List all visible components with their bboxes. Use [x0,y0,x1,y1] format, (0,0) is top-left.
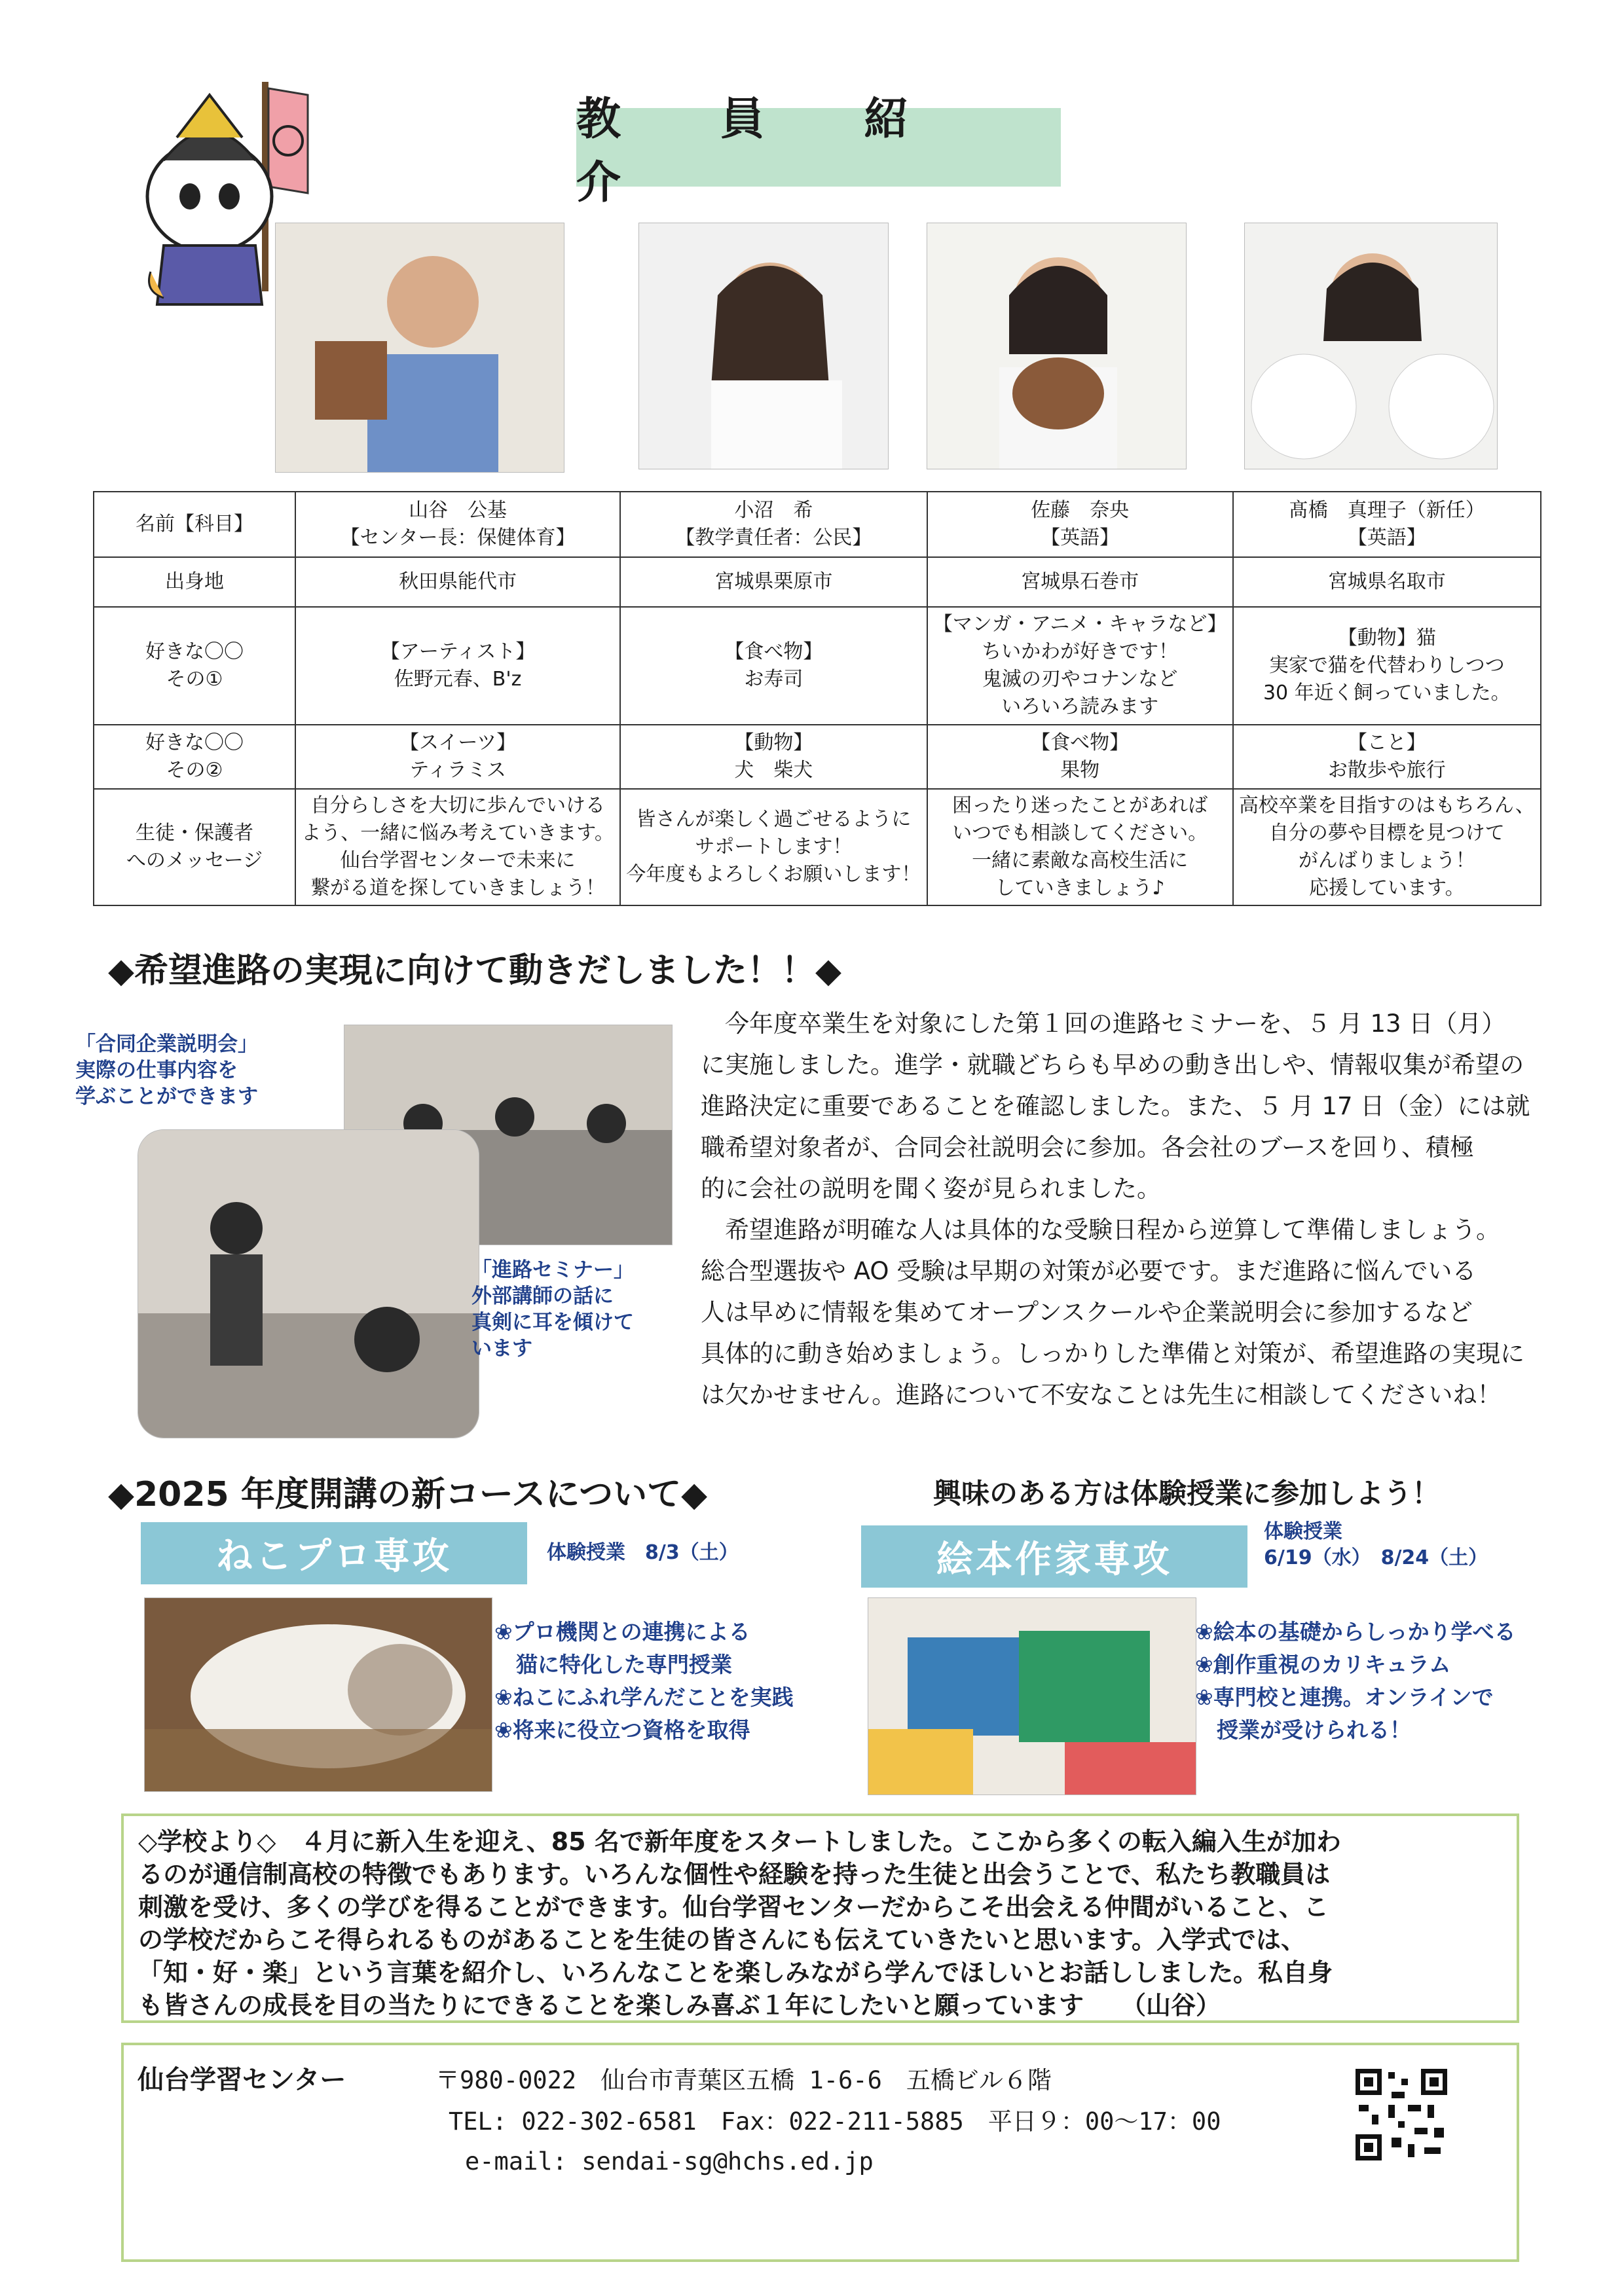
courses-subheading: 興味のある方は体験授業に参加しよう！ [933,1478,1440,1510]
table-cell: 高校卒業を目指すのはもちろん、 自分の夢や目標を見つけて がんばりましょう！ 応援しています。 [1233,789,1541,905]
career-paragraph: 今年度卒業生を対象にした第１回の進路セミナーを、５ 月 13 日（月） に実施しました。進学・就職どちらも早めの動き出しや、情報収集が希望の 進路決定に重要であることを確認しました。また、５ 月 17 日（金）には就 職希望対象者が、合同会社説明会に参加。各会社のブースを回り、積極 的に会社の説明を聞く姿が見られました。 希望進路が明確な人は具体的な受験日程から逆算して準備しましょう。 総合型選抜や AO 受験は早期の対策が必要です。まだ進路に悩んでいる 人は早めに情報を集めてオープンスクールや企業説明会に参加するなど 具体的に動き始めましょう。しっかりした準備と対策が、希望進路の実現に は欠かせません。進路について不安なことは先生に相談してくださいね！ [701,1010,1530,1409]
row-header: 出身地 [94,557,295,607]
school-message-box: ◇学校より◇ ４月に新入生を迎え、85 名で新年度をスタートしました。ここから多くの転入編入生が加わ るのが通信制高校の特徴でもあります。いろんな個性や経験を持った生徒と出会うことで、私たち教職員は 刺激を受け、多くの学びを得ることができます。仙台学習センターだからこそ出会える仲間がいること、こ の学校だからこそ得られるものがあることを生徒の皆さんにも伝えていきたいと思います。入学式では、 「知・好・楽」という言葉を紹介し、いろんなことを楽しみながら学んでほしいとお話ししました。私自身 も皆さんの成長を目の当たりにできることを楽しみ喜ぶ１年にしたいと願っています （山谷） [121,1813,1519,2023]
table-cell: 【こと】 お散歩や旅行 [1233,725,1541,789]
table-cell: 宮城県栗原市 [620,557,927,607]
table-cell: 皆さんが楽しく過ごせるように サポートします！ 今年度もよろしくお願いします！ [620,789,927,905]
row-header: 名前【科目】 [94,492,295,557]
table-row [94,492,1541,557]
picture-book-photo [868,1597,1196,1795]
row-header: 好きな〇〇 その② [94,725,295,789]
career-heading: ◆希望進路の実現に向けて動きだしました！！◆ [108,951,841,991]
table-cell: 山谷 公基 【センター長：保健体育】 [295,492,620,557]
table-row [94,557,1541,607]
table-cell: 佐藤 奈央 【英語】 [927,492,1233,557]
table-row [94,607,1541,725]
table-row [94,725,1541,789]
phone-fax-hours: TEL: 022-302-6581 Fax：022-211-5885 平日９：00～17：00 [449,2107,1221,2136]
row-header: 好きな〇〇 その① [94,607,295,725]
neko-trial-date: 体験授業 8/3（土） [547,1541,739,1564]
ehon-bullets: ❀絵本の基礎からしっかり学べる ❀創作重視のカリキュラム ❀専門校と連携。オンラインで 授業が受けられる！ [1195,1619,1516,1743]
page-title: 教 員 紹 介 [576,108,1061,187]
ehon-course-title: 絵本作家専攻 [861,1525,1247,1588]
seminar-photo [138,1129,479,1438]
seminar-caption: 「進路セミナー」 外部講師の話に 真剣に耳を傾けて います [471,1258,634,1360]
center-name: 仙台学習センター [138,2065,346,2095]
table-cell: 宮城県名取市 [1233,557,1541,607]
qr-code-icon[interactable] [1352,2066,1450,2164]
table-cell: 髙橋 真理子（新任） 【英語】 [1233,492,1541,557]
table-cell: 小沼 希 【教学責任者：公民】 [620,492,927,557]
ehon-trial-info: 体験授業 6/19（水） 8/24（土） [1264,1520,1488,1569]
job-fair-caption: 「合同企業説明会」 実際の仕事内容を 学ぶことができます [75,1032,258,1108]
email-link[interactable]: e-mail: sendai-sg@hchs.ed.jp [465,2147,874,2176]
table-cell: 【動物】 犬 柴犬 [620,725,927,789]
table-cell: 【食べ物】 お寿司 [620,607,927,725]
table-cell: 【スイーツ】 ティラミス [295,725,620,789]
teacher-photo-yamaya [275,223,564,473]
table-cell: 困ったり迷ったことがあれば いつでも相談してください。 一緒に素敵な高校生活に していきましょう♪ [927,789,1233,905]
table-cell: 【マンガ・アニメ・キャラなど】 ちいかわが好きです！ 鬼滅の刃やコナンなど いろいろ読みます [927,607,1233,725]
teacher-photo-sato [927,223,1187,469]
table-cell: 【動物】猫 実家で猫を代替わりしつつ 30 年近く飼っていました。 [1233,607,1541,725]
table-cell: 【アーティスト】 佐野元春、B'z [295,607,620,725]
cat-photo [144,1597,492,1792]
teacher-photo-takahashi [1244,223,1498,469]
address: 〒980-0022 仙台市青葉区五橋 1-6-6 五橋ビル６階 [435,2066,1052,2094]
neko-course-title: ねこプロ専攻 [141,1522,527,1584]
table-cell: 【食べ物】 果物 [927,725,1233,789]
neko-bullets: ❀プロ機関との連携による 猫に特化した専門授業 ❀ねこにふれ学んだことを実践 ❀将来に役立つ資格を取得 [494,1619,794,1743]
teacher-table [93,491,1541,906]
table-cell: 自分らしさを大切に歩んでいける よう、一緒に悩み考えていきます。 仙台学習センターで未来に 繋がる道を探していきましょう！ [295,789,620,905]
table-cell: 宮城県石巻市 [927,557,1233,607]
table-cell: 秋田県能代市 [295,557,620,607]
teacher-photo-konuma [638,223,889,469]
courses-heading: ◆2025 年度開講の新コースについて◆ [108,1475,708,1514]
table-row [94,789,1541,905]
row-header: 生徒・保護者 へのメッセージ [94,789,295,905]
